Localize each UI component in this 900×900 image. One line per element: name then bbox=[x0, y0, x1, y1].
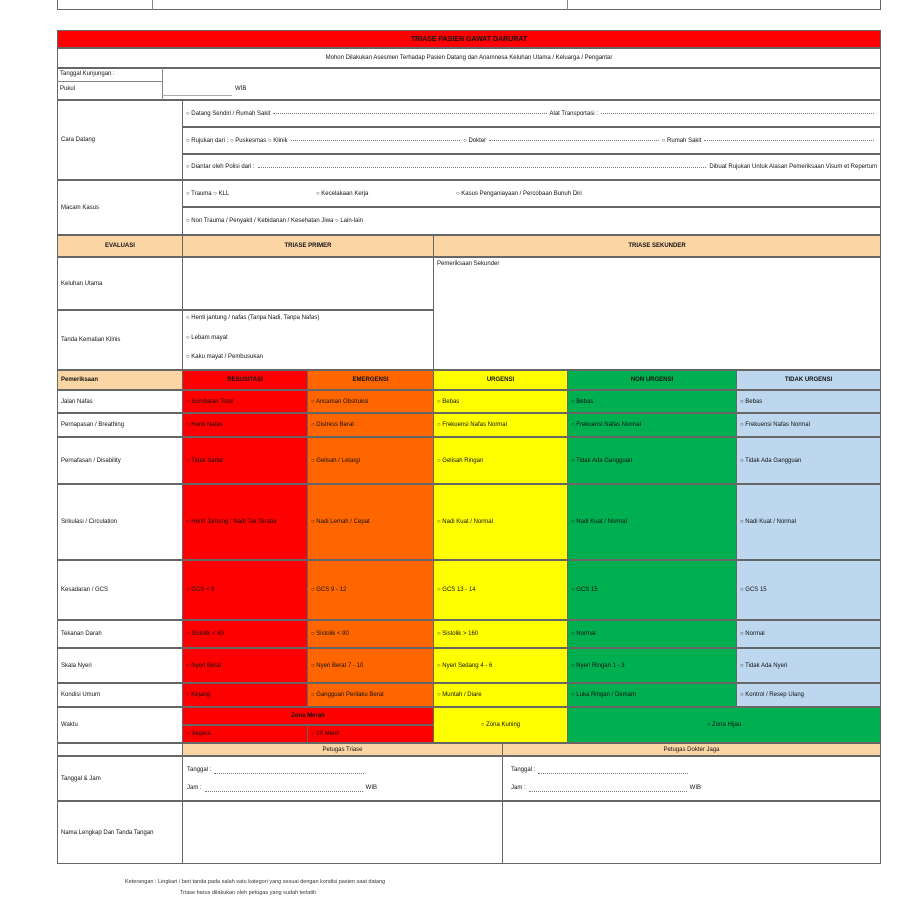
triage-option-yellow[interactable]: ○ Frekuensi Nafas Normal bbox=[433, 413, 568, 437]
triage-option-red[interactable]: ○ Sumbatan Total bbox=[182, 390, 308, 413]
case-row-2 bbox=[182, 207, 881, 235]
doctor-time-label: Jam : bbox=[511, 785, 526, 791]
case-type-label: Macam Kasus bbox=[57, 180, 183, 235]
arrival-doctor[interactable]: ○ Dokter bbox=[463, 137, 487, 144]
emergency-header: EMERGENSI bbox=[307, 370, 434, 390]
not-urgent-header: TIDAK URGENSI bbox=[736, 370, 881, 390]
triage-option-blue[interactable]: ○ GCS 15 bbox=[736, 560, 881, 620]
triage-option-green[interactable]: ○ Nadi Kuat / Normal bbox=[567, 484, 737, 560]
green-zone[interactable]: ○ Zona Hijau bbox=[567, 707, 881, 743]
triage-option-green[interactable]: ○ Tidak Ada Gangguan bbox=[567, 437, 737, 484]
resuscitation-header: RESUSITASI bbox=[182, 370, 308, 390]
triage-option-red[interactable]: ○ Kejang bbox=[182, 683, 308, 707]
time-row-label: Waktu bbox=[57, 707, 183, 743]
triage-datetime-box bbox=[182, 756, 503, 801]
triage-option-red[interactable]: ○ Henti Jantung / Nadi Tak Teraba bbox=[182, 484, 308, 560]
top-border-box bbox=[57, 0, 881, 10]
triage-option-orange[interactable]: ○ Gelisah / Letargi bbox=[307, 437, 434, 484]
triage-date-label: Tanggal : bbox=[187, 767, 212, 773]
death-sign-2[interactable]: ○ Lebam mayat bbox=[186, 335, 228, 341]
triage-row-label: Kondisi Umum bbox=[57, 683, 183, 707]
secondary-triage-header: TRIASE SEKUNDER bbox=[433, 235, 881, 257]
footer-note-2: Triase harus dilakukan oleh petugas yang sudah terlatih bbox=[180, 890, 317, 896]
case-abuse[interactable]: ○ Kasus Penganiayaan / Percobaan Bunuh Diri bbox=[456, 190, 582, 197]
triage-option-orange[interactable]: ○ Distress Berat bbox=[307, 413, 434, 437]
case-non-trauma[interactable]: ○ Non Trauma / Penyakit / Kebidanan / Kesehatan Jiwa ○ Lain-lain bbox=[186, 218, 364, 224]
triage-option-red[interactable]: ○ Sistolik < 80 bbox=[182, 620, 308, 648]
triage-option-orange[interactable]: ○ Nadi Lemah / Cepat bbox=[307, 484, 434, 560]
triage-option-blue[interactable]: ○ Nadi Kuat / Normal bbox=[736, 484, 881, 560]
triage-option-blue[interactable]: ○ Frekuensi Nafas Normal bbox=[736, 413, 881, 437]
triage-option-orange[interactable]: ○ Nyeri Berat 7 - 10 bbox=[307, 648, 434, 683]
doctor-date-label: Tanggal : bbox=[511, 767, 536, 773]
complaint-field[interactable] bbox=[182, 257, 434, 310]
form-subtitle: Mohon Dilakukan Asesmen Terhadap Pasien Datang dan Anamnesa Keluhan Utama / Keluarga / Pengantar bbox=[57, 48, 881, 68]
triage-option-green[interactable]: ○ Bebas bbox=[567, 390, 737, 413]
arrival-referral[interactable]: ○ Rujukan dari : ○ Puskesmas ○ Klinik bbox=[186, 137, 288, 144]
arrival-self[interactable]: ○ Datang Sendiri / Rumah Sakit bbox=[186, 110, 271, 117]
staff-blank bbox=[57, 743, 183, 756]
urgent-header: URGENSI bbox=[433, 370, 568, 390]
complaint-label: Keluhan Utama bbox=[57, 257, 183, 310]
death-signs-box bbox=[182, 310, 434, 370]
doctor-datetime-box bbox=[502, 756, 881, 801]
red-zone-immediate[interactable]: ○ Segera bbox=[182, 725, 308, 743]
triage-option-orange[interactable]: ○ Gangguan Perilaku Berat bbox=[307, 683, 434, 707]
red-zone-label: Zona Merah bbox=[182, 707, 434, 725]
exam-header: Pemeriksaan bbox=[57, 370, 183, 390]
triage-option-green[interactable]: ○ Nyeri Ringan 1 - 3 bbox=[567, 648, 737, 683]
datetime-label: Tanggal & Jam bbox=[57, 756, 183, 801]
triage-option-red[interactable]: ○ Henti Nafas bbox=[182, 413, 308, 437]
time-label: Pukul bbox=[60, 86, 76, 92]
triage-option-blue[interactable]: ○ Tidak Ada Nyeri bbox=[736, 648, 881, 683]
triage-option-blue[interactable]: ○ Bebas bbox=[736, 390, 881, 413]
triage-row-label: Pernapasan / Breathing bbox=[57, 413, 183, 437]
triage-option-blue[interactable]: ○ Tidak Ada Gangguan bbox=[736, 437, 881, 484]
case-work-accident[interactable]: ○ Kecelakaan Kerja bbox=[316, 190, 369, 197]
triage-option-orange[interactable]: ○ Ancaman Obstruksi bbox=[307, 390, 434, 413]
triage-row-label: Skala Nyeri bbox=[57, 648, 183, 683]
triage-option-green[interactable]: ○ Frekuensi Nafas Normal bbox=[567, 413, 737, 437]
evaluation-header: EVALUASI bbox=[57, 235, 183, 257]
triage-option-orange[interactable]: ○ Sistolik < 90 bbox=[307, 620, 434, 648]
red-zone-10-min[interactable]: ○ 10 Menit bbox=[307, 725, 434, 743]
triage-option-yellow[interactable]: ○ Sistolik > 160 bbox=[433, 620, 568, 648]
visum-note: Dibuat Rujukan Untuk Alasan Pemeriksaan Visum et Repertum bbox=[709, 164, 877, 170]
triage-option-yellow[interactable]: ○ Nadi Kuat / Normal bbox=[433, 484, 568, 560]
wib-label: WIB bbox=[235, 86, 247, 92]
arrival-row-1 bbox=[182, 100, 881, 127]
death-sign-3[interactable]: ○ Kaku mayat / Pembusukan bbox=[186, 354, 263, 360]
triage-row-label: Tekanan Darah bbox=[57, 620, 183, 648]
triage-option-yellow[interactable]: ○ Nyeri Sedang 4 - 6 bbox=[433, 648, 568, 683]
doctor-wib: WIB bbox=[689, 785, 701, 791]
arrival-row-2 bbox=[182, 127, 881, 154]
date-label: Tanggal Kunjungan : bbox=[60, 71, 115, 77]
transport-label: Alat Transportasi : bbox=[549, 110, 598, 117]
arrival-hospital[interactable]: ○ Rumah Sakit bbox=[661, 137, 702, 144]
arrival-police[interactable]: ○ Diantar oleh Polisi dari : bbox=[186, 164, 255, 170]
triage-row-label: Sirkulasi / Circulation bbox=[57, 484, 183, 560]
death-sign-1[interactable]: ○ Henti jantung / nafas (Tanpa Nadi, Tanpa Nafas) bbox=[186, 315, 320, 321]
triage-option-red[interactable]: ○ Tidak Sadar bbox=[182, 437, 308, 484]
triage-option-red[interactable]: ○ Nyeri Berat bbox=[182, 648, 308, 683]
secondary-exam-box[interactable] bbox=[433, 257, 881, 370]
arrival-label: Cara Datang bbox=[57, 100, 183, 180]
doctor-staff-header: Petugas Dokter Jaga bbox=[502, 743, 881, 756]
triage-option-orange[interactable]: ○ GCS 9 - 12 bbox=[307, 560, 434, 620]
doctor-signature[interactable] bbox=[502, 801, 881, 864]
case-row-1 bbox=[182, 180, 881, 207]
yellow-zone[interactable]: ○ Zona Kuning bbox=[433, 707, 568, 743]
triage-option-green[interactable]: ○ Normal bbox=[567, 620, 737, 648]
triage-option-blue[interactable]: ○ Normal bbox=[736, 620, 881, 648]
signature-label: Nama Lengkap Dan Tanda Tangan bbox=[57, 801, 183, 864]
triage-staff-header: Petugas Triase bbox=[182, 743, 503, 756]
triage-option-yellow[interactable]: ○ GCS 13 - 14 bbox=[433, 560, 568, 620]
triage-row-label: Pernafasan / Disability bbox=[57, 437, 183, 484]
triage-row-label: Jalan Nafas bbox=[57, 390, 183, 413]
non-urgent-header: NON URGENSI bbox=[567, 370, 737, 390]
case-trauma[interactable]: ○ Trauma ○ KLL bbox=[186, 190, 230, 197]
triage-row-label: Kesadaran / GCS bbox=[57, 560, 183, 620]
triage-signature[interactable] bbox=[182, 801, 503, 864]
triage-option-yellow[interactable]: ○ Bebas bbox=[433, 390, 568, 413]
triage-time-label: Jam : bbox=[187, 785, 202, 791]
footer-note-1: Keterangan : Lingkari / beri tanda pada salah satu kategori yang sesuai dengan kondisi pasien saat datang bbox=[125, 879, 386, 885]
triage-option-green[interactable]: ○ GCS 15 bbox=[567, 560, 737, 620]
triage-option-green[interactable]: ○ Luka Ringan / Demam bbox=[567, 683, 737, 707]
triage-option-blue[interactable]: ○ Kontrol / Resep Ulang bbox=[736, 683, 881, 707]
triage-option-yellow[interactable]: ○ Muntah / Diare bbox=[433, 683, 568, 707]
form-title: TRIASE PASIEN GAWAT DARURAT bbox=[57, 30, 881, 48]
primary-triage-header: TRIASE PRIMER bbox=[182, 235, 434, 257]
triage-option-yellow[interactable]: ○ Gelisah Ringan bbox=[433, 437, 568, 484]
triage-option-red[interactable]: ○ GCS < 8 bbox=[182, 560, 308, 620]
death-signs-label: Tanda Kematian Klinis bbox=[57, 310, 183, 370]
arrival-row-3 bbox=[182, 154, 881, 180]
secondary-exam-label: Pemeriksaan Sekunder bbox=[437, 261, 500, 267]
triage-wib: WIB bbox=[365, 785, 377, 791]
